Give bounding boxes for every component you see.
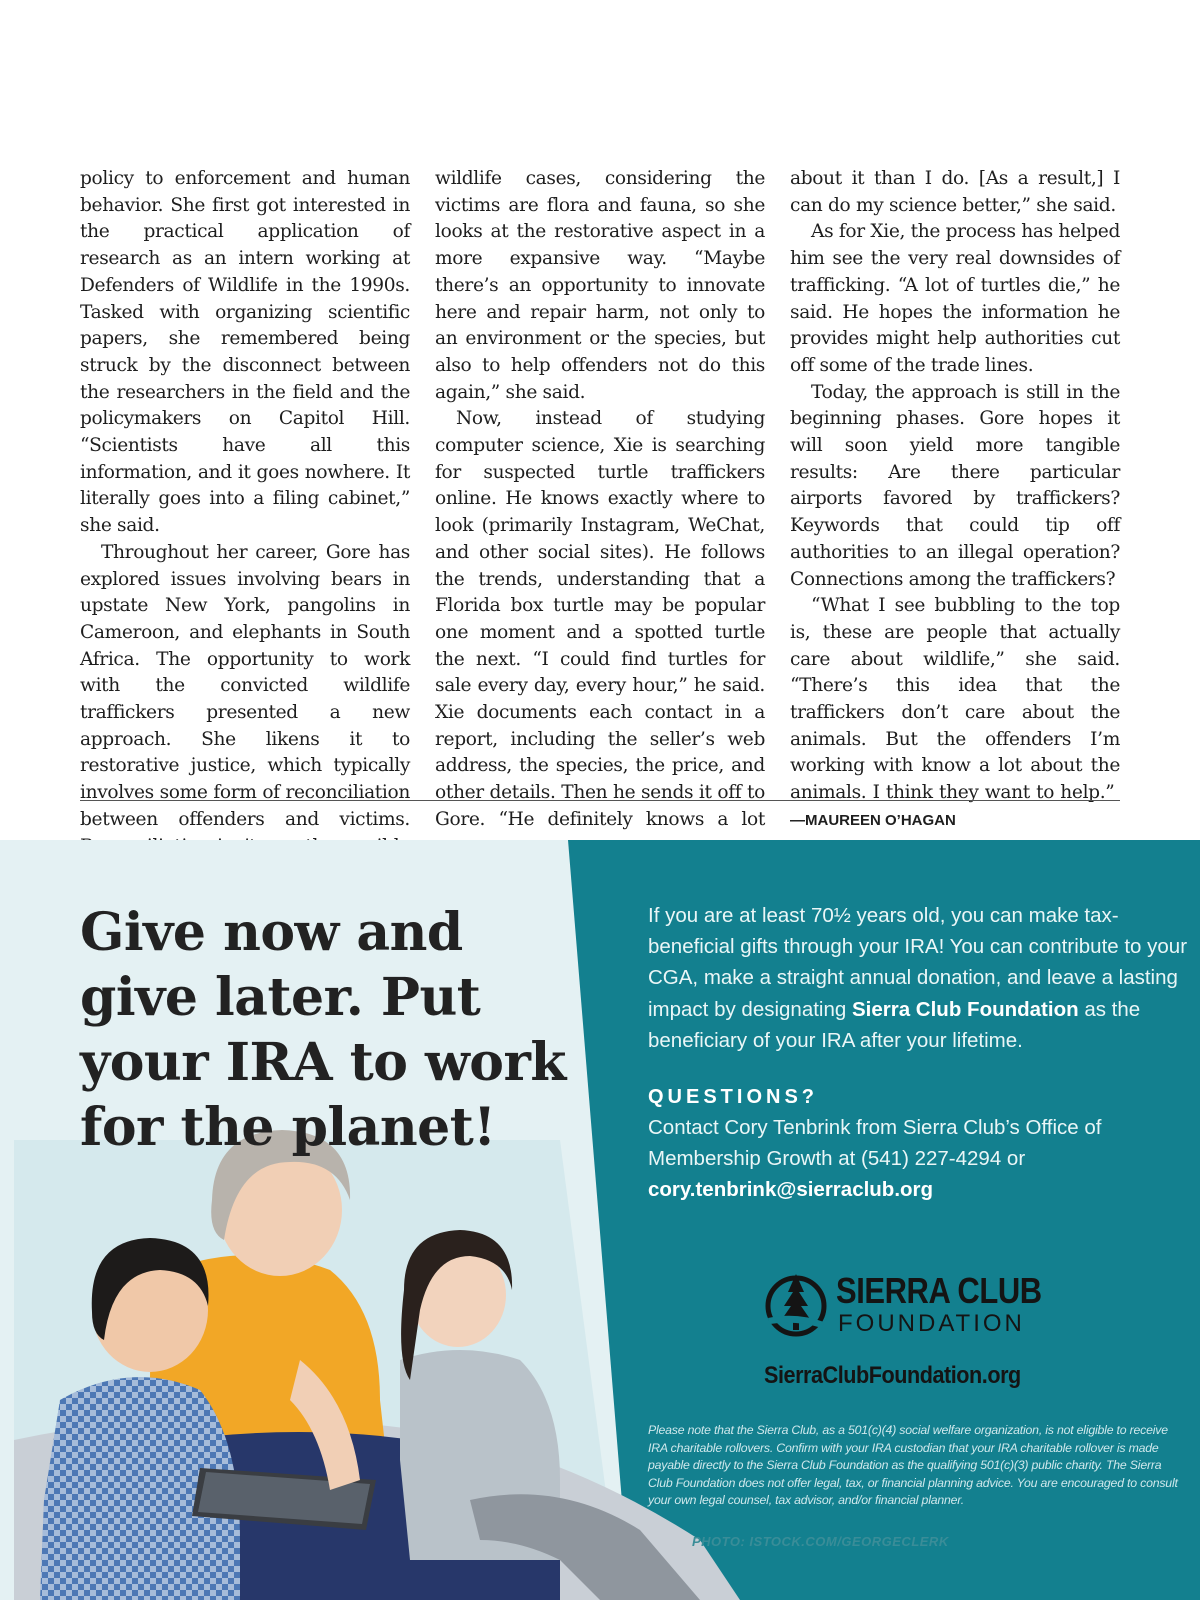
article-paragraph: Now, instead of studying computer science, Xie is searching for suspected turtle traffickers online. He knows exactly where to look (primarily Instagram, WeChat, and other social sites). He follows the trends, understanding that a Florida box turtle may be popular one moment and a spotted turtle the next. “I could find turtles for sale every day, every hour,” he said. Xie documents each contact in a report, including the seller’s web address, the species, the price, and other details. Then he sends it off to Gore. “He definitely knows a lot [435,408,765,830]
author-byline: —MAUREEN O’HAGAN [790,811,956,829]
article-paragraph: policy to enforcement and human behavior. She first got interested in the practical application of research as an intern working at Defenders of Wildlife in the 1990s. Tasked with organizing scientific papers, she remembered being struck by the disconnect between the researchers in the field and the policymakers on Capitol Hill. “Scientists have all this information, and it goes nowhere. It literally goes into a filing cabinet,” she said. [80,168,410,537]
article-body [80,166,1120,887]
logo-subtitle: FOUNDATION [838,1310,1025,1337]
contact-text [648,1112,1188,1206]
contact-email-link[interactable]: cory.tenbrink@sierraclub.org [648,1178,934,1202]
tree-logo-icon [764,1272,828,1338]
article-paragraph: Today, the approach is still in the beginning phases. Gore hopes it will soon yield more tangible results: Are there particular airports favored by traffickers? Keywords that could tip off authorities to an illegal operation? Connections among the traffickers? [790,381,1120,590]
sierra-club-foundation-logo [762,1272,1062,1342]
quote-text: “What I see bubbling to the top is, these are people that actually care about wildlife,” she said. “There’s this idea that the traffickers don’t care about the animals. But the offenders I’m working with know a lot about the animals. I think they want to help.” [790,595,1120,804]
ad-body-foundation-name: Sierra Club Foundation [851,997,1079,1021]
ad-body-outro: as the beneficiary of your IRA after your lifetime. [648,997,1141,1052]
contact-details: Contact Cory Tenbrink from Sierra Club’s Office of Membership Growth at (541) 227-4294 or [648,1116,1102,1171]
section-divider [80,800,1120,801]
article-paragraph: about it than I do. [As a result,] I can do my science better,” she said. [790,168,1120,216]
article-paragraph: wildlife cases, considering the victims are flora and fauna, so she looks at the restorative aspect in a more expansive way. “Maybe there’s an opportunity to innovate here and repair harm, not only to an environment or the species, but also to help offenders not do this again,” she said. [435,168,765,403]
ad-body-text [648,900,1188,1056]
questions-heading: QUESTIONS? [648,1086,819,1109]
ad-headline: Give now and give later. Put your IRA to work for the planet! [80,902,566,1158]
article-column-2 [435,166,765,887]
article-paragraph [790,593,1120,834]
article-paragraph: As for Xie, the process has helped him see the very real downsides of trafficking. “A lot of turtles die,” he said. He hopes the information he provides might help authorities cut off some of the trade lines. [790,221,1120,376]
sierra-club-foundation-ad [0,840,1200,1600]
legal-disclaimer: Please note that the Sierra Club, as a 501(c)(4) social welfare organization, is not eligible to receive IRA charitable rollovers. Confirm with your IRA custodian that your IRA charitable rollover is made payable directly to the Sierra Club Foundation as the qualifying 501(c)(3) public charity. The Sierra Club Foundation does not offer legal, tax, or financial planning advice. You are encouraged to consult your own legal counsel, tax advisor, and/or financial planner. [648,1423,1178,1508]
logo-name: SIERRA CLUB [836,1270,1042,1311]
ad-body-intro: If you are at least 70½ years old, you can make tax-beneficial gifts through your IRA! You can contribute to your CGA, make a straight annual donation, and leave a lasting impact by designating [648,904,1188,1021]
article-column-3 [790,166,1120,887]
ad-info [648,900,1188,1206]
article-paragraph: Throughout her career, Gore has explored issues involving bears in upstate New York, pangolins in Cameroon, and elephants in South Africa. The opportunity to work with the convicted wildlife traffickers presented a new approach. She likens it to restorative justice, which typically involves some form of reconciliation between offenders and victims. [80,541,410,830]
article-column-1 [80,166,410,887]
foundation-website-link[interactable]: SierraClubFoundation.org [764,1362,1021,1389]
photo-credit: PHOTO: ISTOCK.COM/GEORGECLERK [692,1534,949,1549]
